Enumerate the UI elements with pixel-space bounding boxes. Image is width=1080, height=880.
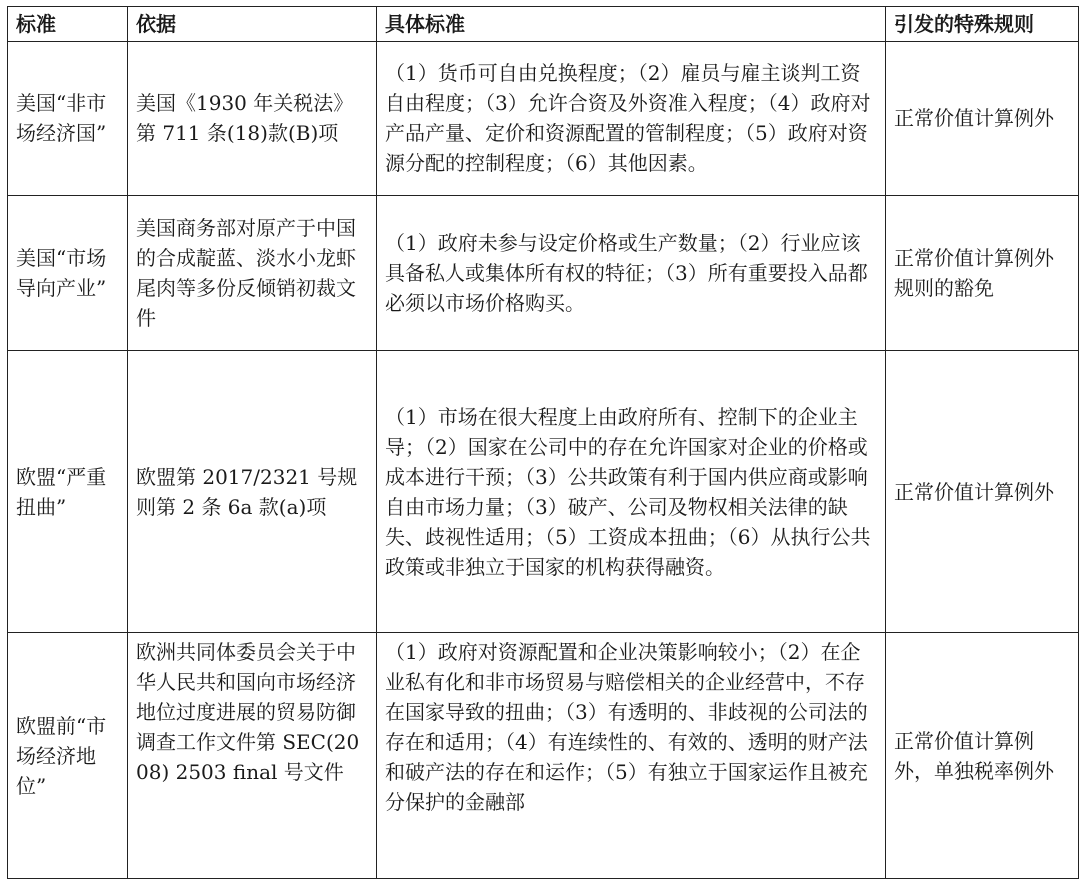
header-basis: 依据 <box>128 7 377 42</box>
special-rule-cell: 正常价值计算例外规则的豁免 <box>886 195 1079 351</box>
table-row <box>8 195 1079 351</box>
standard-cell: 欧盟前“市场经济地位” <box>8 633 128 879</box>
special-rule-cell: 正常价值计算例外 <box>886 351 1079 633</box>
basis-cell: 欧洲共同体委员会关于中华人民共和国向市场经济地位过度进展的贸易防御调查工作文件第 SEC(2008) 2503 final 号文件 <box>128 633 377 879</box>
detail-cell: （1）政府未参与设定价格或生产数量；（2）行业应该具备私人或集体所有权的特征；（3）所有重要投入品都必须以市场价格购买。 <box>377 195 886 351</box>
header-standard: 标准 <box>8 7 128 42</box>
table-row <box>8 42 1079 196</box>
special-rule-cell: 正常价值计算例外 <box>886 42 1079 196</box>
basis-cell: 欧盟第 2017/2321 号规则第 2 条 6a 款(a)项 <box>128 351 377 633</box>
detail-cell: （1）市场在很大程度上由政府所有、控制下的企业主导；（2）国家在公司中的存在允许国家对企业的价格或成本进行干预；（3）公共政策有利于国内供应商或影响自由市场力量；（3）破产、公司及物权相关法律的缺失、歧视性适用；（5）工资成本扭曲；（6）从执行公共政策或非独立于国家的机构获得融资。 <box>377 351 886 633</box>
standard-cell: 欧盟“严重扭曲” <box>8 351 128 633</box>
table-header-row <box>8 7 1079 42</box>
special-rule-cell: 正常价值计算例外，单独税率例外 <box>886 633 1079 879</box>
header-special-rule: 引发的特殊规则 <box>886 7 1079 42</box>
standards-table <box>7 6 1079 879</box>
header-detail: 具体标准 <box>377 7 886 42</box>
basis-cell: 美国《1930 年关税法》第 711 条(18)款(B)项 <box>128 42 377 196</box>
detail-cell: （1）政府对资源配置和企业决策影响较小；（2）在企业私有化和非市场贸易与赔偿相关的企业经营中，不存在国家导致的扭曲；（3）有透明的、非歧视的公司法的存在和适用；（4）有连续性的、有效的、透明的财产法和破产法的存在和运作；（5）有独立于国家运作且被充分保护的金融部 <box>377 633 886 879</box>
basis-cell: 美国商务部对原产于中国的合成靛蓝、淡水小龙虾尾肉等多份反倾销初裁文件 <box>128 195 377 351</box>
detail-cell: （1）货币可自由兑换程度；（2）雇员与雇主谈判工资自由程度；（3）允许合资及外资准入程度；（4）政府对产品产量、定价和资源配置的管制程度；（5）政府对资源分配的控制程度；（6）其他因素。 <box>377 42 886 196</box>
standard-cell: 美国“市场导向产业” <box>8 195 128 351</box>
standard-cell: 美国“非市场经济国” <box>8 42 128 196</box>
table-row <box>8 351 1079 633</box>
table-row <box>8 633 1079 879</box>
